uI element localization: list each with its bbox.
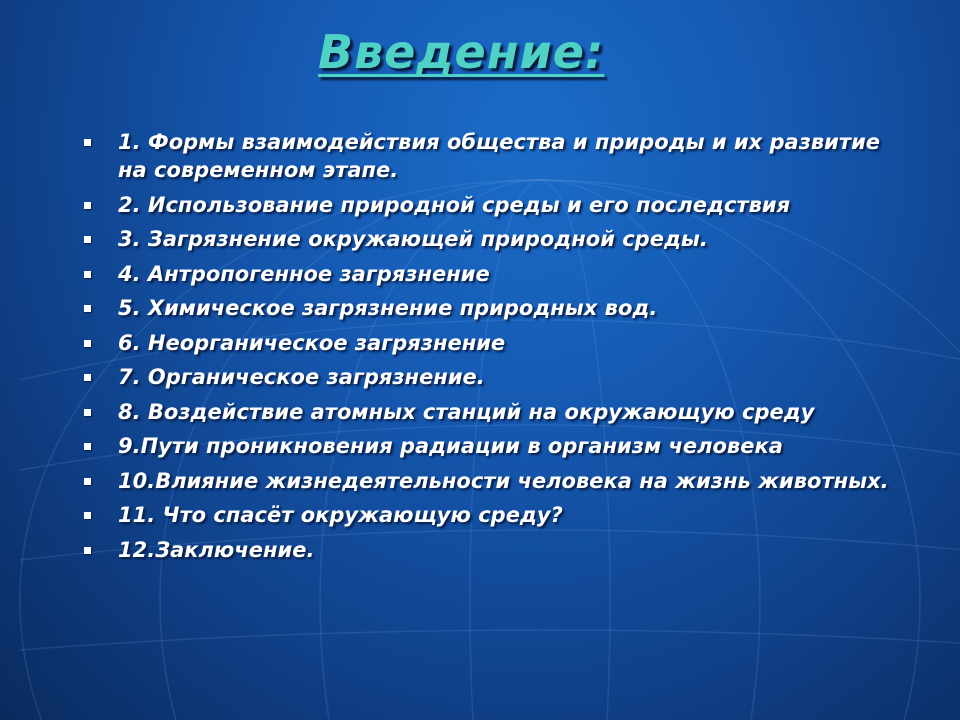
list-item — [84, 398, 904, 426]
list-item — [84, 329, 904, 357]
list-item-text: 6. Неорганическое загрязнение — [118, 330, 506, 355]
list-item-text: 12.Заключение. — [118, 537, 315, 562]
list-item — [84, 260, 904, 288]
list-item-text: 3. Загрязнение окружающей природной среды. — [118, 227, 708, 251]
list-item — [84, 128, 904, 184]
topic-list — [84, 128, 904, 570]
list-item-text: 9.Пути проникновения радиации в организм человека — [118, 434, 783, 458]
list-item-text: 5. Химическое загрязнение природных вод. — [118, 296, 658, 320]
list-item-text: 7. Органическое загрязнение. — [118, 365, 485, 389]
list-item — [84, 432, 904, 460]
list-item-text: 11. Что спасёт окружающую среду? — [118, 503, 563, 527]
list-item-text: 1. Формы взаимодействия общества и природы и их развитие на современном этапе. — [118, 130, 881, 182]
square-bullet-icon — [84, 512, 91, 519]
slide-title: Введение: — [318, 25, 605, 79]
list-item-text: 2. Использование природной среды и его последствия — [118, 192, 791, 217]
list-item — [84, 501, 904, 529]
list-item-text: 10.Влияние жизнедеятельности человека на жизнь животных. — [118, 468, 889, 493]
list-item-text: 8. Воздействие атомных станций на окружающую среду — [118, 399, 815, 424]
list-item — [84, 191, 904, 219]
square-bullet-icon — [84, 374, 91, 381]
list-item — [84, 294, 904, 322]
list-item — [84, 225, 904, 253]
list-item — [84, 536, 904, 564]
square-bullet-icon — [84, 443, 91, 450]
square-bullet-icon — [84, 271, 91, 278]
square-bullet-icon — [84, 139, 91, 146]
list-item — [84, 363, 904, 391]
square-bullet-icon — [84, 305, 91, 312]
square-bullet-icon — [84, 202, 91, 209]
square-bullet-icon — [84, 340, 91, 347]
list-item — [84, 467, 904, 495]
square-bullet-icon — [84, 236, 91, 243]
square-bullet-icon — [84, 409, 91, 416]
square-bullet-icon — [84, 478, 91, 485]
square-bullet-icon — [84, 547, 91, 554]
list-item-text: 4. Антропогенное загрязнение — [118, 261, 490, 286]
